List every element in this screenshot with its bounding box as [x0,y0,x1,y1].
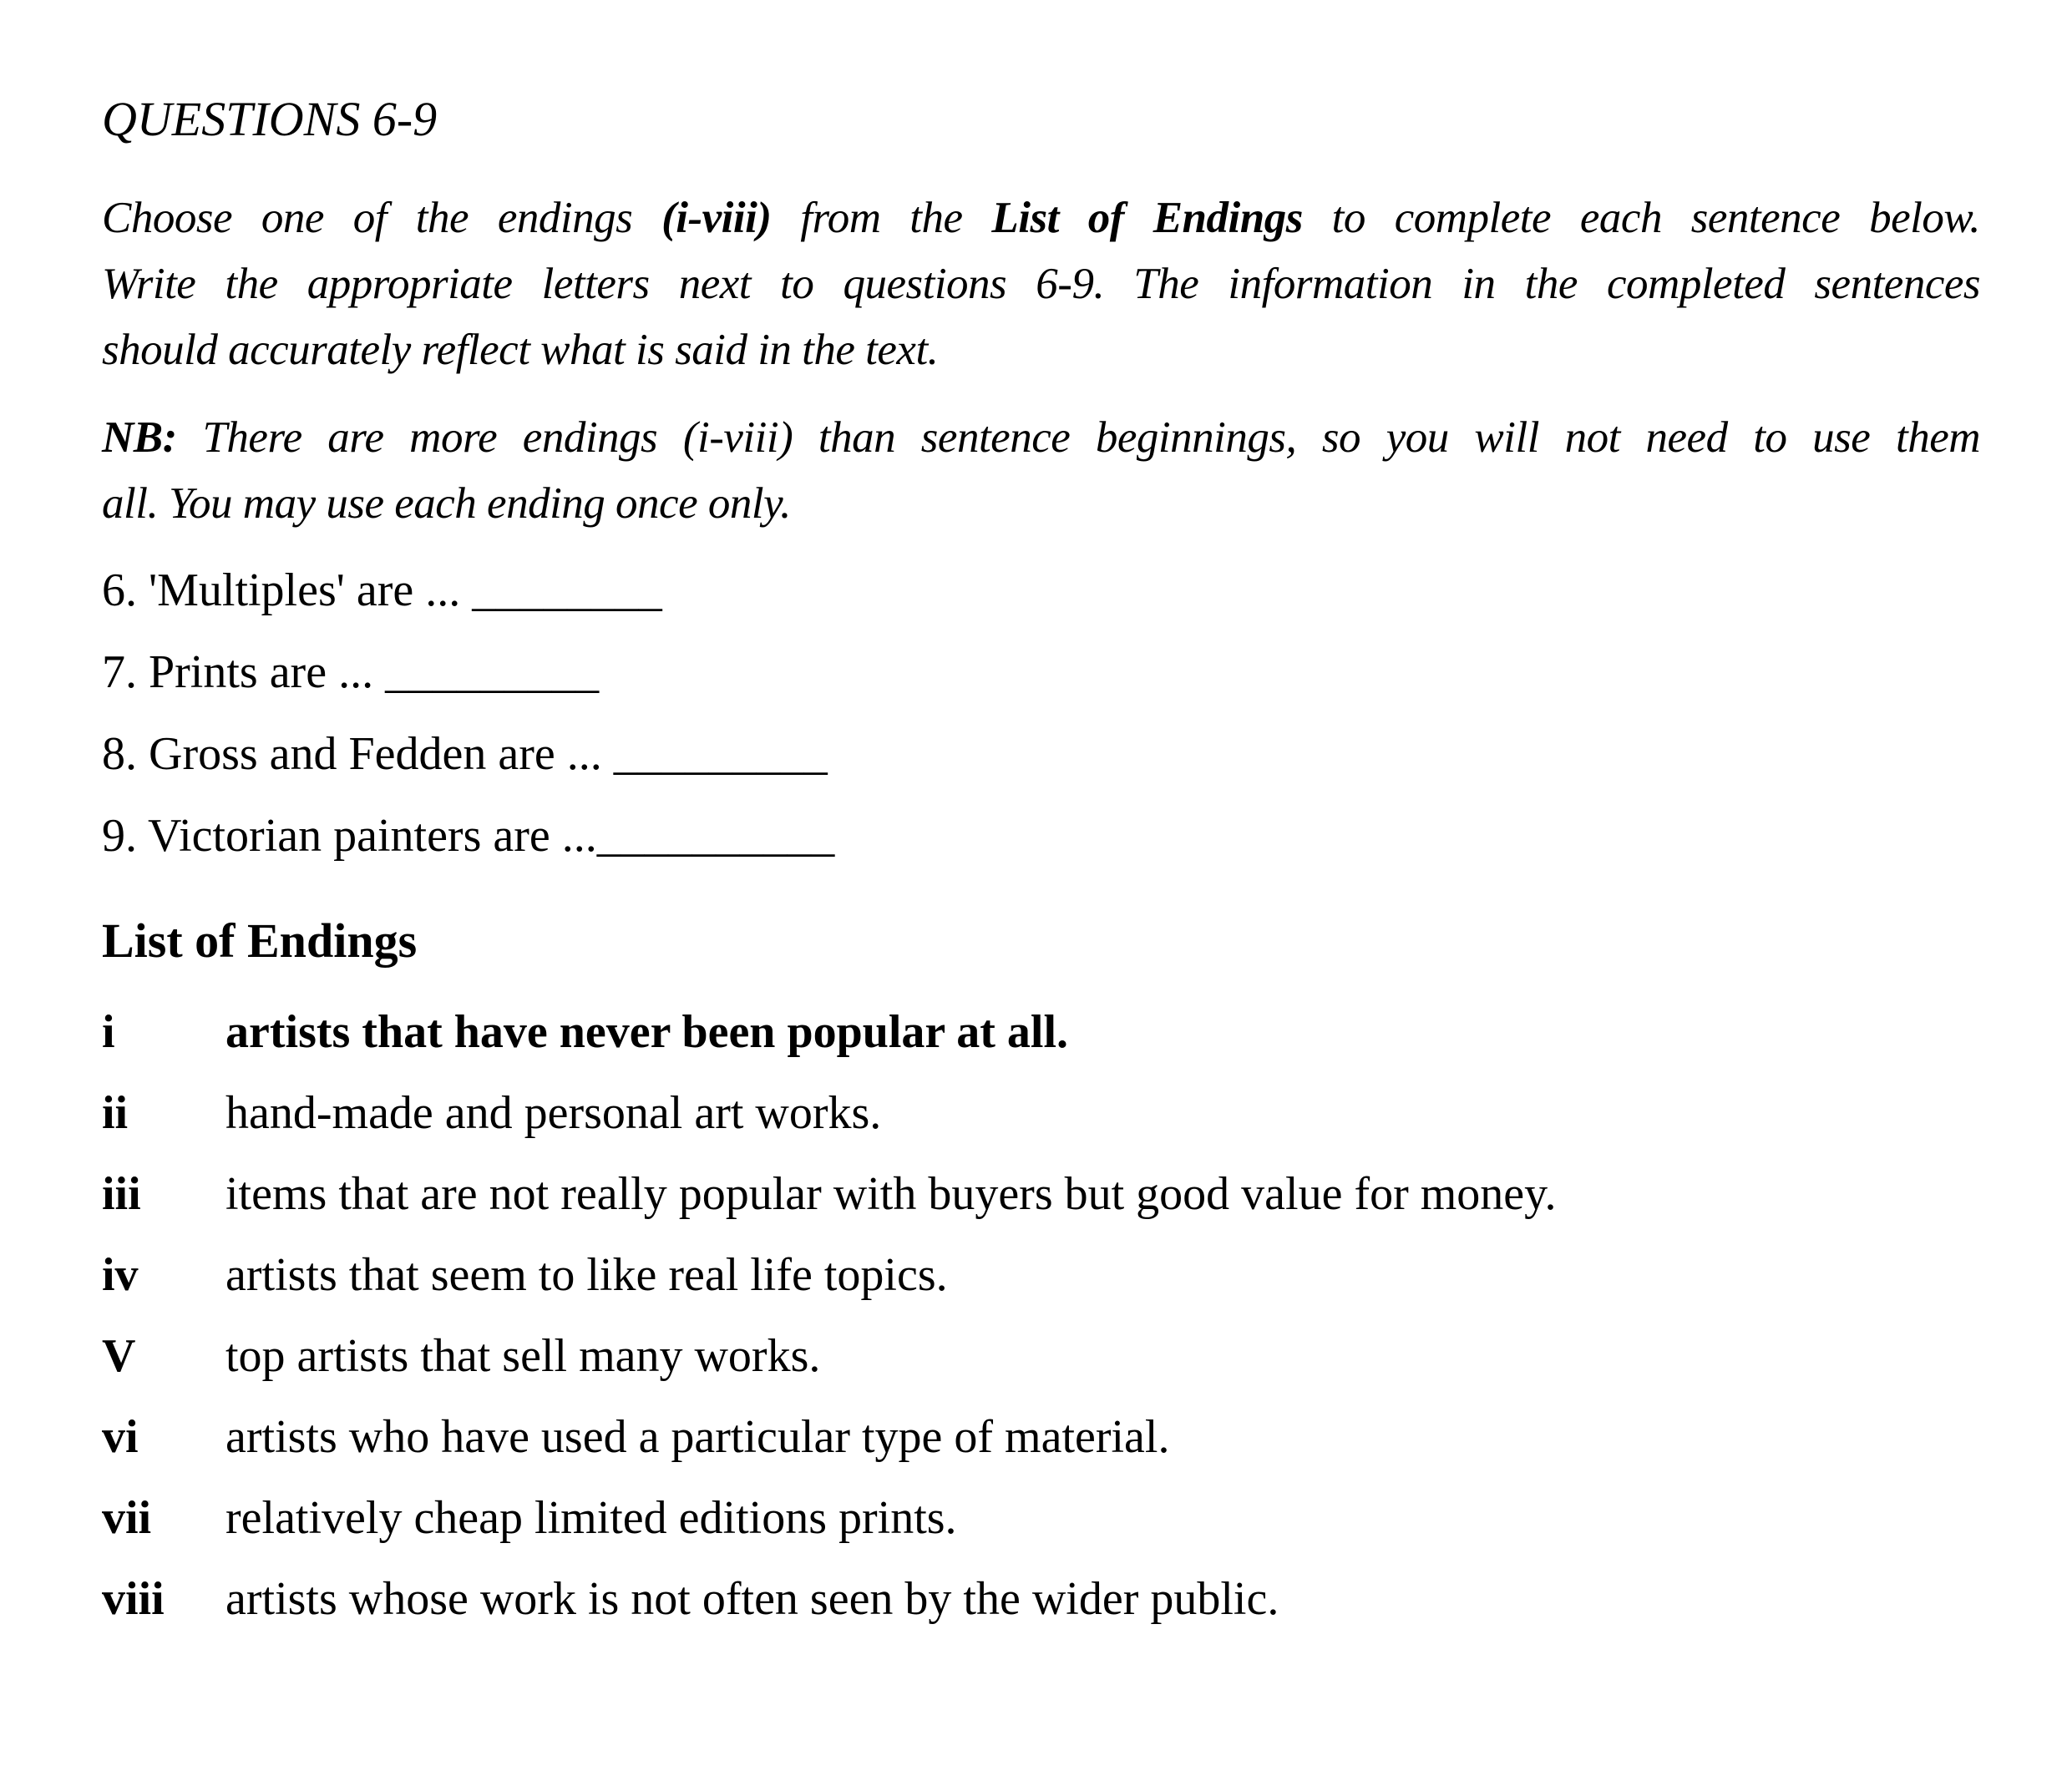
ending-text: items that are not really popular with buyers but good value for money. [225,1168,1557,1220]
ending-item-vii [102,1492,1980,1544]
ending-text: artists that seem to like real life topics. [225,1249,948,1301]
ending-numeral: ii [102,1087,129,1139]
ending-text: hand-made and personal art works. [225,1087,882,1139]
ending-item-viii [102,1573,1980,1625]
instructions-text: Choose one of the endings [102,194,662,242]
endings-list [102,1006,1980,1625]
instructions-line-2: Write the appropriate letters next to questions 6-9. The information in the completed sentences [102,260,1980,308]
question-item-9 [102,811,1980,861]
nb-paragraph [102,405,1980,537]
ending-item-iv [102,1249,1980,1301]
instructions-text: from the [771,194,992,242]
ending-item-vi [102,1411,1980,1463]
question-text: 6. 'Multiples' are ... [102,564,473,616]
question-9-answer-blank: __________ [596,810,835,862]
ending-text: artists that have never been popular at all. [225,1006,1069,1058]
question-item-6 [102,565,1980,615]
endings-heading: List of Endings [102,913,418,968]
ending-text: artists who have used a particular type of material. [225,1411,1170,1463]
question-8-answer-blank: _________ [613,728,828,780]
nb-line-2: all. You may use each ending once only. [102,479,791,528]
question-text: 7. Prints are ... [102,646,386,698]
question-text: 9. Victorian painters are ... [102,810,597,862]
ending-numeral: viii [102,1573,165,1625]
page-title: QUESTIONS 6-9 [102,92,438,146]
question-item-7 [102,647,1980,697]
ending-numeral: V [102,1330,136,1382]
ending-item-ii [102,1087,1980,1139]
question-item-8 [102,729,1980,779]
questions-list [102,565,1980,861]
nb-line-1 [102,405,1980,471]
nb-label: NB: [102,413,177,462]
ending-item-v [102,1330,1980,1382]
ending-numeral: i [102,1006,115,1058]
ending-numeral: vii [102,1492,152,1544]
question-text: 8. Gross and Fedden are ... [102,728,614,780]
list-of-endings-ref-bold: List of Endings [991,194,1303,242]
ending-numeral: iii [102,1168,141,1220]
ending-numeral: iv [102,1249,139,1301]
question-7-answer-blank: _________ [385,646,600,698]
instructions-line-3: should accurately reflect what is said in the text. [102,326,939,374]
instructions-text: to complete each sentence below. [1302,194,1980,242]
ending-text: artists whose work is not often seen by the wider public. [225,1573,1279,1625]
ending-text: relatively cheap limited editions prints. [225,1492,957,1544]
nb-text: There are more endings (i-viii) than sentence beginnings, so you will not need to use them [176,413,1980,462]
question-6-answer-blank: ________ [472,564,663,616]
ending-numeral: vi [102,1411,139,1463]
endings-range-bold: (i-viii) [661,194,772,242]
ending-item-iii [102,1168,1980,1220]
instructions-line-1 [102,185,1980,251]
ending-text: top artists that sell many works. [225,1330,821,1382]
ending-item-i [102,1006,1980,1058]
instructions-paragraph [102,185,1980,383]
